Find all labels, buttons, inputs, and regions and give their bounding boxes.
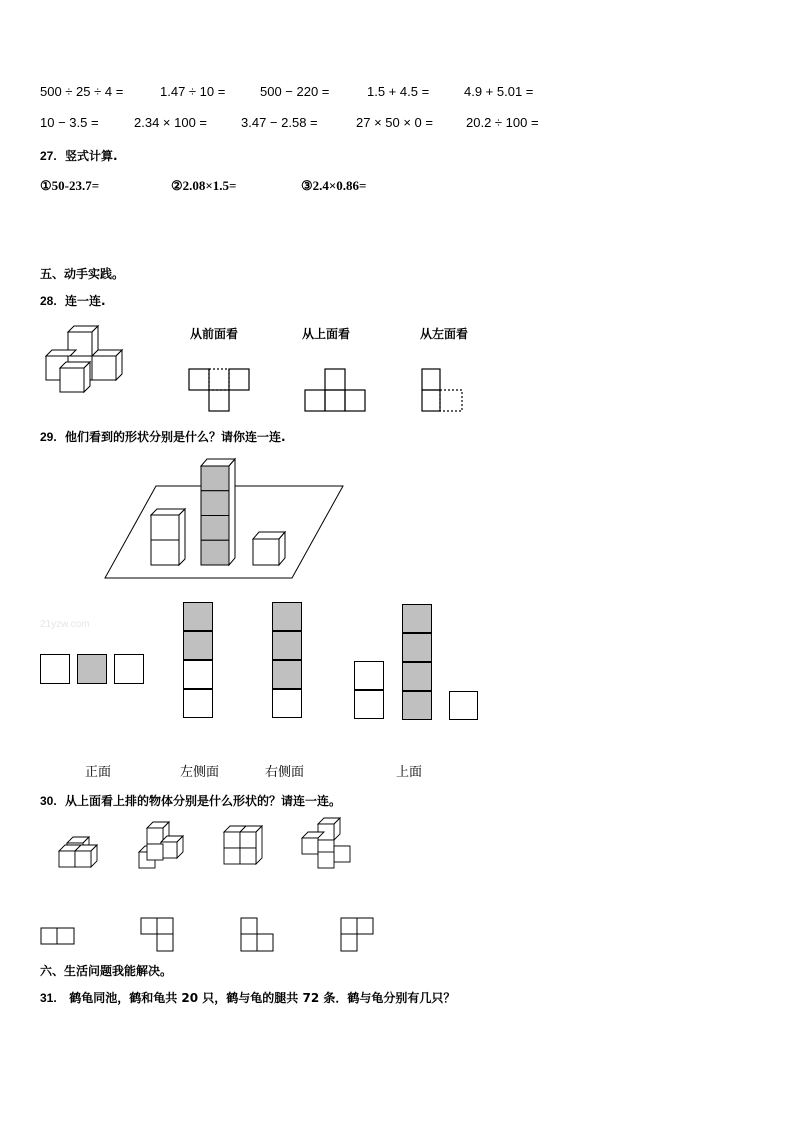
q29-opt-b-square-2 — [183, 631, 213, 660]
q28-cube-solid — [40, 322, 130, 397]
section6-title: 六、生活问题我能解决。 — [40, 964, 173, 978]
q28-shape-inverted-t — [305, 368, 367, 412]
calc-row2-item1: 10 − 3.5 = — [40, 115, 99, 130]
q30-shape-4 — [340, 916, 376, 954]
q30-object-3 — [220, 820, 272, 870]
q29-number: 29. — [40, 430, 57, 444]
q29-label-left: 左侧面 — [180, 765, 220, 780]
q28-view-top-label: 从上面看 — [302, 327, 351, 341]
q31-number: 31. — [40, 991, 57, 1005]
q29-opt-a-square-2 — [77, 654, 107, 684]
q29-opt-d-square-1 — [354, 661, 384, 690]
q29-opt-c-square-4 — [272, 689, 302, 718]
q28-shape-t — [188, 368, 252, 412]
q29-label-front: 正面 — [85, 765, 112, 780]
q29-opt-c-square-3 — [272, 660, 302, 689]
q30-object-4 — [298, 814, 354, 872]
q29-opt-b-square-3 — [183, 660, 213, 689]
q31-heading — [40, 989, 455, 1006]
q28-view-front-label: 从前面看 — [190, 327, 239, 341]
q29-label-right: 右侧面 — [265, 765, 305, 780]
q29-opt-a-square-3 — [114, 654, 144, 684]
q29-label-top: 上面 — [396, 765, 423, 780]
q27-number: 27. — [40, 149, 57, 163]
calc-row2-item3: 3.47 − 2.58 = — [241, 115, 318, 130]
calc-row1-item5: 4.9 + 5.01 = — [464, 84, 534, 99]
q30-object-1 — [55, 825, 105, 870]
calc-row2-item5: 20.2 ÷ 100 = — [466, 115, 539, 130]
q29-opt-d-square-5 — [402, 662, 432, 691]
q28-heading — [40, 292, 106, 309]
q29-opt-a-square-1 — [40, 654, 70, 684]
calc-row1-item3: 500 − 220 = — [260, 84, 330, 99]
calc-row1-item1: 500 ÷ 25 ÷ 4 = — [40, 84, 124, 99]
calc-row2-item2: 2.34 × 100 = — [134, 115, 208, 130]
section5-title: 五、动手实践。 — [40, 267, 125, 281]
q30-shape-2 — [140, 916, 176, 954]
q29-opt-b-square-4 — [183, 689, 213, 718]
q28-view-left-label: 从左面看 — [420, 327, 469, 341]
q29-heading — [40, 428, 286, 445]
q30-text: 从上面看上排的物体分别是什么形状的？请连一连。 — [65, 794, 342, 808]
q27-item3: ③2.4×0.86= — [301, 178, 367, 193]
q30-shape-1 — [40, 926, 76, 946]
q30-number: 30. — [40, 794, 57, 808]
q28-number: 28. — [40, 294, 57, 308]
q27-heading — [40, 147, 118, 164]
q30-heading — [40, 792, 341, 809]
q29-opt-d-square-4 — [402, 633, 432, 662]
calc-row2-item4: 27 × 50 × 0 = — [356, 115, 433, 130]
calc-row1-item4: 1.5 + 4.5 = — [367, 84, 430, 99]
q29-opt-d-square-2 — [354, 690, 384, 719]
q29-opt-d-square-3 — [402, 604, 432, 633]
q31-text: 鹤龟同池，鹤和龟共 20 只，鹤与龟的腿共 72 条．鹤与龟分别有几只？ — [69, 991, 456, 1005]
q30-shape-3 — [240, 916, 276, 954]
calc-row1-item2: 1.47 ÷ 10 = — [160, 84, 226, 99]
q29-opt-d-square-7 — [449, 691, 478, 720]
q30-object-2 — [135, 820, 190, 872]
q27-item1: ①50-23.7= — [40, 178, 100, 193]
q28-shape-l — [421, 368, 465, 412]
q27-item2: ②2.08×1.5= — [171, 178, 237, 193]
q29-platform-scene — [100, 455, 350, 585]
q27-text: 竖式计算. — [65, 149, 118, 163]
q29-watermark: 21yzw.com — [40, 619, 90, 630]
q28-text: 连一连. — [65, 294, 106, 308]
q29-opt-c-square-1 — [272, 602, 302, 631]
q29-opt-d-square-6 — [402, 691, 432, 720]
q29-text: 他们看到的形状分别是什么？请你连一连. — [65, 430, 286, 444]
q29-opt-c-square-2 — [272, 631, 302, 660]
q29-opt-b-square-1 — [183, 602, 213, 631]
